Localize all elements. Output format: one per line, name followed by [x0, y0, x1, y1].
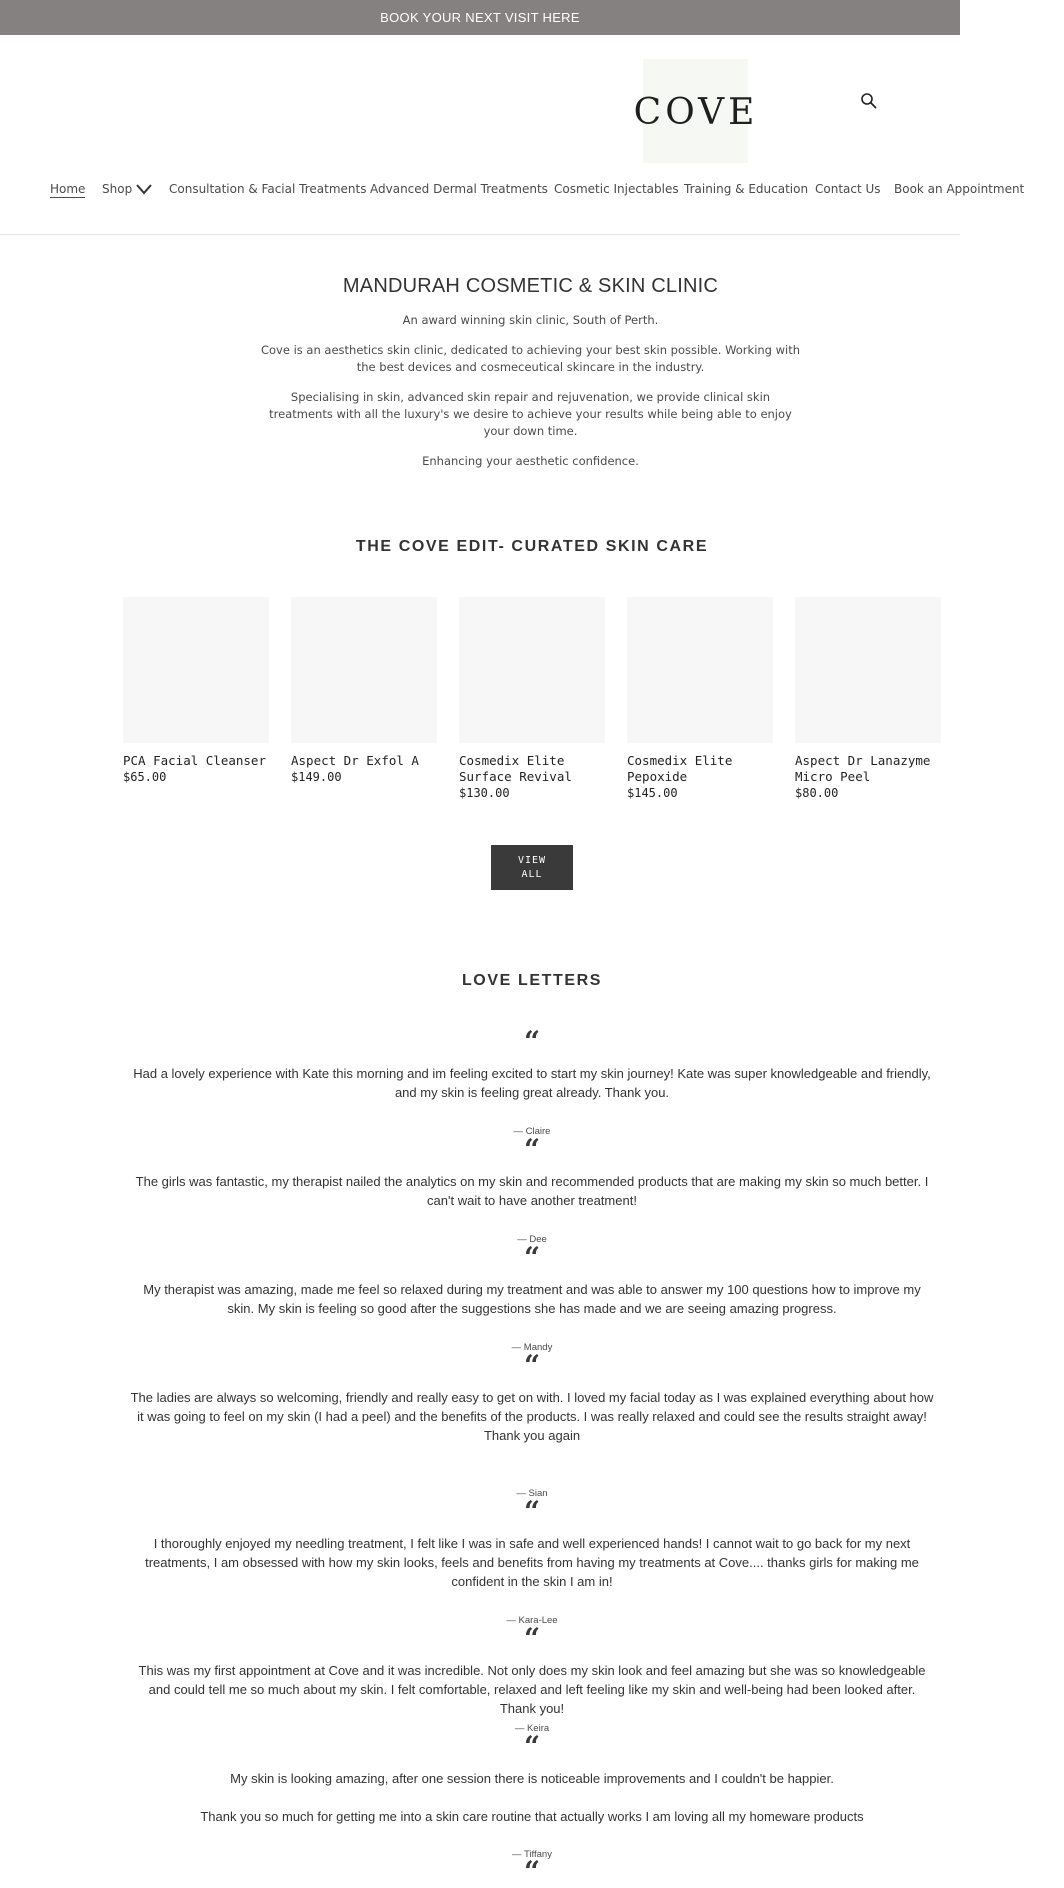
- svg-text:COVE: COVE: [633, 92, 758, 133]
- product-card[interactable]: [795, 597, 941, 801]
- quote-icon: “: [523, 1349, 541, 1382]
- testimonial-author: — Mandy: [511, 1342, 553, 1353]
- intro-paragraph: An award winning skin clinic, South of Perth.: [402, 313, 659, 327]
- testimonial-author: — Sian: [516, 1488, 548, 1499]
- product-price: $80.00: [795, 786, 839, 800]
- testimonial-text: The ladies are always so welcoming, friendly and really easy to get on with. I loved my facial today as I was explained everything about how it was going to feel on my skin (I had a peel) and the benefits of the products. I was really relaxed and could see the results straight away! Thank you again: [130, 1390, 934, 1443]
- quote-icon: “: [523, 1855, 541, 1888]
- cove-logo[interactable]: [633, 59, 758, 163]
- testimonial: [130, 1622, 934, 1734]
- quote-icon: “: [523, 1730, 541, 1763]
- product-image[interactable]: [123, 597, 269, 743]
- chevron-down-icon[interactable]: [136, 183, 152, 195]
- testimonial-text: I thoroughly enjoyed my needling treatment, I felt like I was in safe and well experienced hands! I cannot wait to go back for my next treatments, I am obsessed with how my skin looks, feels and benefits from having my treatments at Cove.... thanks girls for making me confident in the skin I am in!: [145, 1536, 919, 1589]
- quote-icon: “: [523, 1133, 541, 1166]
- nav-training-education[interactable]: Training & Education: [684, 182, 809, 196]
- nav-contact-us[interactable]: Contact Us: [815, 182, 881, 196]
- products-section-title: THE COVE EDIT- CURATED SKIN CARE: [355, 538, 709, 555]
- product-price: $149.00: [291, 770, 342, 784]
- product-card[interactable]: [627, 597, 773, 801]
- testimonial-text: The girls was fantastic, my therapist nailed the analytics on my skin and recommended products that are making my skin so much better. I can't wait to have another treatment!: [135, 1174, 929, 1208]
- product-card[interactable]: [459, 597, 605, 801]
- quote-icon: “: [523, 1495, 541, 1528]
- nav-shop[interactable]: Shop: [102, 182, 133, 196]
- product-name[interactable]: Cosmedix Elite Surface Revival: [459, 753, 572, 784]
- main-navigation: [50, 180, 1025, 202]
- page-title: MANDURAH COSMETIC & SKIN CLINIC: [342, 275, 719, 297]
- view-all-label: VIEW ALL: [517, 854, 547, 880]
- product-card[interactable]: [123, 597, 269, 785]
- intro-paragraph: Specialising in skin, advanced skin repair and rejuvenation, we provide clinical skin treatments with all the luxury's we desire to achieve your results while being able to enjoy your down time.: [269, 390, 792, 438]
- testimonial: [130, 1241, 934, 1353]
- intro-section: [260, 275, 801, 483]
- nav-consultation-facial-treatments[interactable]: Consultation & Facial Treatments: [169, 182, 367, 196]
- product-image[interactable]: [627, 597, 773, 743]
- nav-advanced-dermal-treatments[interactable]: Advanced Dermal Treatments: [370, 182, 548, 196]
- announcement-text[interactable]: BOOK YOUR NEXT VISIT HERE: [380, 10, 580, 25]
- cove-logo-wordmark: [633, 91, 758, 133]
- product-price: $145.00: [627, 786, 678, 800]
- testimonial: [130, 1025, 934, 1137]
- testimonial: [130, 1730, 934, 1860]
- nav-home[interactable]: Home: [50, 182, 86, 196]
- testimonial-text: This was my first appointment at Cove and it was incredible. Not only does my skin look and feel amazing but she was so knowledgeable and could tell me so much about my skin. I felt comfortable, relaxed and left feeling like my skin and well-being had been looked after. Thank you!: [138, 1663, 926, 1716]
- quote-icon: “: [523, 1025, 541, 1058]
- testimonial-text: Thank you so much for getting me into a skin care routine that actually works I am loving all my homeware products: [200, 1809, 864, 1824]
- nav-book-appointment[interactable]: Book an Appointment: [894, 182, 1025, 196]
- product-name[interactable]: Cosmedix Elite Pepoxide: [627, 753, 733, 784]
- header-divider: [0, 234, 960, 235]
- intro-paragraph: Enhancing your aesthetic confidence.: [422, 454, 639, 468]
- intro-paragraph: Cove is an aesthetics skin clinic, dedicated to achieving your best skin possible. Working with the best devices and cosmeceutical skincare in the industry.: [260, 343, 801, 374]
- testimonial-author: — Claire: [513, 1126, 551, 1137]
- testimonial-author: — Dee: [517, 1234, 547, 1245]
- testimonial-author: — Tiffany: [512, 1849, 552, 1860]
- testimonial: [130, 1133, 934, 1245]
- quote-icon: “: [523, 1241, 541, 1274]
- product-card[interactable]: [291, 597, 437, 785]
- quote-icon: “: [523, 1622, 541, 1655]
- testimonial-text: Had a lovely experience with Kate this morning and im feeling excited to start my skin journey! Kate was super knowledgeable and friendly, and my skin is feeling great already. Thank you.: [133, 1066, 931, 1100]
- product-image[interactable]: [795, 597, 941, 743]
- view-all-button[interactable]: [491, 845, 573, 890]
- testimonial-text: My skin is looking amazing, after one session there is noticeable improvements and I couldn't be happier.: [230, 1771, 834, 1786]
- product-name[interactable]: PCA Facial Cleanser: [123, 753, 266, 768]
- testimonial: [130, 1349, 934, 1499]
- search-icon: [860, 92, 878, 110]
- testimonial: [130, 1855, 934, 1888]
- product-image[interactable]: [459, 597, 605, 743]
- nav-cosmetic-injectables[interactable]: Cosmetic Injectables: [554, 182, 679, 196]
- product-price: $130.00: [459, 786, 510, 800]
- testimonials-section-title: LOVE LETTERS: [461, 972, 603, 989]
- product-image[interactable]: [291, 597, 437, 743]
- announcement-bar[interactable]: [0, 0, 960, 35]
- testimonial-text: My therapist was amazing, made me feel so relaxed during my treatment and was able to answer my 100 questions how to improve my skin. My skin is feeling so good after the suggestions she has made and we are seeing amazing progress.: [143, 1282, 921, 1316]
- product-name[interactable]: Aspect Dr Lanazyme Micro Peel: [795, 753, 931, 784]
- testimonial-author: — Kara-Lee: [506, 1615, 558, 1626]
- testimonial: [130, 1495, 934, 1626]
- testimonial-author: — Keira: [514, 1723, 550, 1734]
- product-name[interactable]: Aspect Dr Exfol A: [291, 753, 419, 768]
- product-price: $65.00: [123, 770, 167, 784]
- search-button[interactable]: [860, 92, 882, 114]
